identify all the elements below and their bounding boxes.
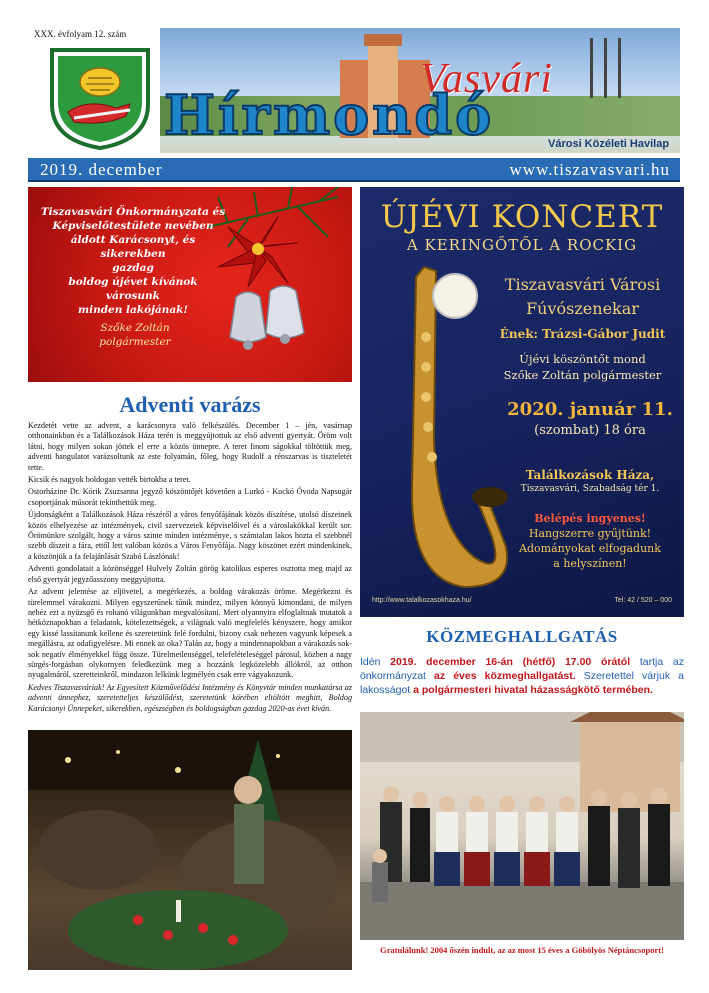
newspaper-title: Hírmondó	[164, 83, 495, 147]
poster-entry: Adományokat elfogadunk	[519, 542, 661, 555]
article-paragraph: Kicsik és nagyok boldogan vették birtokba a teret.	[28, 475, 191, 485]
poster-entry: Belépés ingyenes!	[534, 512, 646, 525]
title-script: Vasvári	[420, 56, 553, 102]
issue-date: 2019. december	[40, 160, 163, 179]
poster-entry: a helyszínen!	[553, 557, 627, 570]
notice-text: Szeretettel várjuk a lakosságot	[360, 670, 684, 696]
issue-number: XXX. évfolyam 12. szám	[34, 29, 127, 39]
article-paragraph: Adventi gondolatait a közönséggel Hulvely Zoltán görög katolikus esperes osztotta meg majd az első gyertyát jegyzőasszony meggyújtotta.	[28, 564, 352, 584]
greeting-line: sikerekben	[100, 248, 166, 260]
tagline: Városi Közéleti Havilap	[548, 138, 670, 150]
greeting-line: városunk	[106, 290, 160, 302]
poster-address: Tiszavasvári, Szabadság tér 1.	[520, 484, 660, 494]
greeting-line: minden lakójának!	[77, 304, 189, 316]
new-year-concert-poster	[360, 187, 684, 617]
greeting-line: boldog újévet kívánok	[68, 276, 198, 288]
greeting-line: gazdag	[112, 262, 154, 274]
photo-caption: Gratulálunk! 2004 őszén indult, az az most 15 éves a Göbölyös Néptáncsoport!	[380, 945, 664, 955]
poster-date: 2020. január 11.	[507, 399, 673, 420]
website-link[interactable]: www.tiszavasvari.hu	[509, 160, 670, 179]
article-paragraph-closing: Kedves Tiszavasváriak! Az Egyesített Közművelődési Intézmény és Könyvtár minden munkatársa az adventi ünnephez, szeretetteljes készülődést, szeretetünk körében eltöltött meghitt, Boldog Karácsonyi Ünnepeket, sikerekben, egészségben és boldogságban gazdag 2020-as évet kíván.	[28, 682, 352, 713]
notice-title: KÖZMEGHALLGATÁS	[426, 627, 618, 646]
poster-org: Fúvószenekar	[526, 299, 639, 318]
poster-time: (szombat) 18 óra	[534, 423, 646, 438]
notice-date: 2019. december 16-án (hétfő) 17.00 órától	[390, 656, 631, 668]
article-paragraph: Újdonságként a Találkozások Háza részéről a város fenyőfájának közös díszítése, utolsó díszeinek közös elhelyezése az intézmények, civil szervezetek képviselőivel és a városlakókkal került sor. Örömünkre szolgált, hogy a város szinte minden intézménye, s számtalan lakos hozta el szebbnél szebb díszeit a fára, ettől lett valóban közös a Város Fenyőfája. Nagy köszönet ezért mindenkinek, a köszönjük a fa felajánlását Szabó Lászlónak!	[28, 510, 352, 561]
article-paragraph: Ostorházine Dr. Kórik Zsuzsanna jegyző köszöntőjét követően a Lurkó - Kuckó Óvoda Napsugár csoportjának műsorát tekinthettük meg.	[28, 487, 352, 507]
date-bar	[28, 158, 680, 182]
poster-singer: Ének: Trázsi-Gábor Judit	[499, 327, 666, 341]
poster-greeting: Újévi köszöntőt mond	[519, 352, 646, 366]
poster-subtitle: A KERINGŐTŐL A ROCKIG	[406, 236, 638, 254]
article-title: Adventi varázs	[119, 392, 261, 417]
notice-event: az éves közmeghallgatást.	[434, 670, 576, 682]
folk-dance-group-photo	[360, 712, 684, 940]
greeting-line: Képviselőtestülete nevében	[52, 220, 214, 232]
article-paragraph: Kezdetét vette az advent, a karácsonyra való felkészülés. December 1 – jén, vasárnap otthonainkban és a Találkozások Háza terén is meggyújtottuk az első adventi gyertyát. Öröm volt látni, hogy milyen sokan jöttek el erre a közös ünnepre. A teret finom ságokkal töltöttük meg, adventi hangulatot varázsoltunk az este folyamán, főleg, hogy Rudolf a rénszarvas is tiszteletét tette.	[28, 421, 352, 472]
poster-url[interactable]: http://www.talalkozasokhaza.hu/	[372, 597, 472, 604]
band-logo-icon	[432, 273, 478, 319]
poster-org: Tiszavasvári Városi	[504, 275, 661, 294]
poster-phone: Tel: 42 / 520 – 000	[614, 597, 672, 604]
poster-greeting: Szőke Zoltán polgármester	[503, 368, 662, 382]
poster-venue: Találkozások Háza,	[525, 468, 655, 482]
signature-name: Szőke Zoltán	[100, 322, 170, 334]
signature-role: polgármester	[99, 336, 171, 348]
poster-title: ÚJÉVI KONCERT	[380, 199, 664, 235]
notice-body	[360, 655, 684, 697]
notice-place: a polgármesteri hivatal házasságkötő termében.	[413, 684, 653, 696]
notice-text: tartja az önkormányzat	[360, 656, 685, 682]
poster-entry: Hangszerre gyűjtünk!	[528, 527, 652, 540]
notice-text: Idén	[360, 656, 381, 668]
article-paragraph: Az advent jelentése az eljövetel, a megérkezés, a boldog várakozás öröme. Megérkezni és türelemmel várakozni. Milyen egyszerűnek tűnik mindez, milyen könnyű kimondani, de milyen nehéz ezt a nyüzsgő és rohanó világunkban megvalósítani. Mert olyannyira elfoglaltnak mutatok a hétköznapokban a feladatok, kötelezettségek, a világnak való megfelelés kényszere, hogy amikor egy kissé lassítanunk kellene és szeretetünk felé fordulni, bizony csak nehezen vagyunk képesek a megállásra, az odafigyelésre. Mi ennek az oka? Talán az, hogy a mindennapokban a várakozás sok-sok negatív élményekkel függ össze. Türelmetlenséggel, telefelételeséggel párosul, közben a nagy sürgés-forgásban olykornyen feledkezünk meg a hozzánk legközelebb állókról, az otthon nyugalmáról, szeretteinkről, mindazon lelkünk legmélyén csak erre vágyakozunk.	[28, 587, 352, 680]
article-body	[28, 421, 352, 721]
greeting-line: áldott Karácsonyt, és	[70, 234, 196, 246]
greeting-line: Tiszavasvári Önkormányzata és	[40, 206, 226, 218]
christmas-greeting-card	[28, 187, 352, 382]
coat-of-arms-icon	[44, 42, 156, 152]
advent-crowd-photo	[28, 730, 352, 970]
